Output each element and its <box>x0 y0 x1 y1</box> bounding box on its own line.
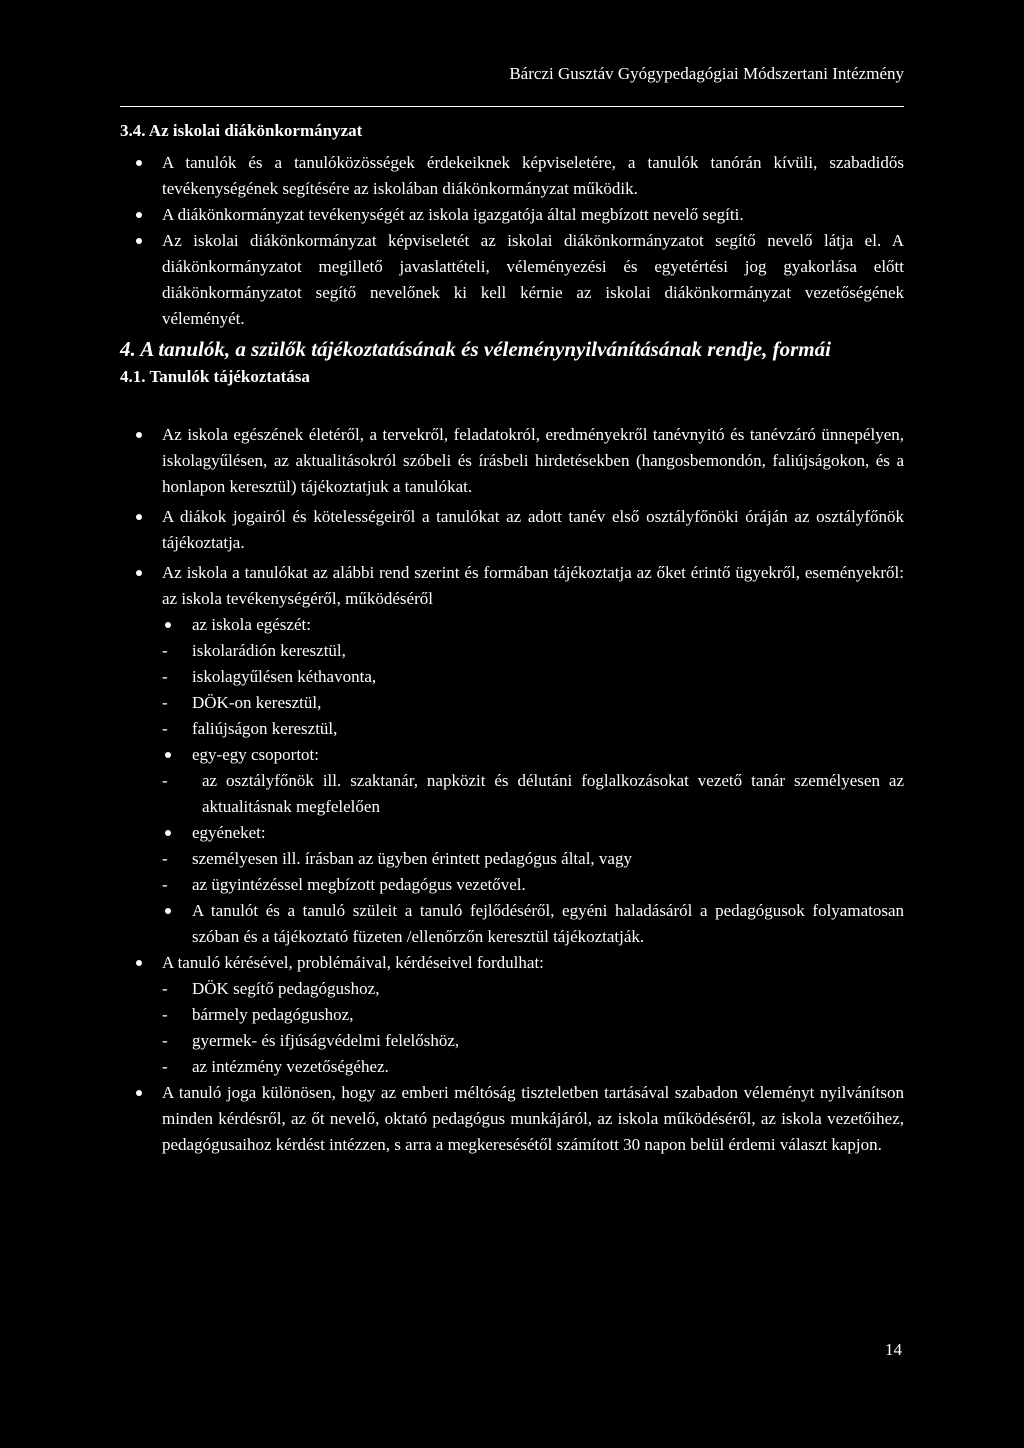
list-item: egy-egy csoportot: <box>120 742 904 768</box>
list-item: A tanulók és a tanulóközösségek érdekeiknek képviseletére, a tanulók tanórán kívüli, szabadidős tevékenységének segítésére az iskolában diákönkormányzat működik. <box>120 150 904 202</box>
section-4-heading: 4. A tanulók, a szülők tájékoztatásának és véleménynyilvánításának rendje, formái <box>120 337 831 361</box>
dash-item: - DÖK-on keresztül, <box>162 693 322 712</box>
section-3-4-list <box>120 150 904 332</box>
list-item: A tanulót és a tanuló szüleit a tanuló fejlődéséről, egyéni haladásáról a pedagógusok folyamatosan szóban és a tájékoztató füzeten /ellenőrzőn keresztül tájékoztatják. <box>120 898 904 950</box>
list-item <box>120 560 904 612</box>
list-item-text: Az iskola a tanulókat az alábbi rend szerint és formában tájékoztatja az őket érintő ügyekről, eseményekről: az iskola tevékenységéről, működéséről <box>162 563 904 608</box>
dash-item: - gyermek- és ifjúságvédelmi felelőshöz, <box>162 1031 460 1050</box>
list-item: Az iskola egészének életéről, a tervekről, feladatokról, eredményekről tanévnyitó és tanévzáró ünnepélyen, iskolagyűlésen, az aktualitásokról szóbeli és írásbeli hirdetésekben (hangosbemondón, faliújságokon, és a honlapon keresztül) tájékoztatjuk a tanulókat. <box>120 422 904 500</box>
header-title: Bárczi Gusztáv Gyógypedagógiai Módszertani Intézmény <box>509 64 904 83</box>
dash-item: - iskolagyűlésen kéthavonta, <box>162 667 377 686</box>
list-item: A tanuló joga különösen, hogy az emberi méltóság tiszteletben tartásával szabadon véleményt nyilvánítson minden kérdésről, az őt nevelő, oktató pedagógus munkájáról, az iskola működéséről, az iskola vezetőihez, pedagógusaihoz kérdést intézzen, s arra a megkeresésétől számított 30 napon belül érdemi választ kapjon. <box>120 1080 904 1158</box>
list-item: A diákönkormányzat tevékenységét az iskola igazgatója által megbízott nevelő segíti. <box>120 202 904 228</box>
dash-item: - iskolarádión keresztül, <box>162 641 346 660</box>
list-item: A diákok jogairól és kötelességeiről a tanulókat az adott tanév első osztályfőnöki óráján az osztályfőnök tájékoztatja. <box>120 504 904 556</box>
section-4-1-list-continued <box>120 950 904 1158</box>
dash-item: - az ügyintézéssel megbízott pedagógus vezetővel. <box>162 875 526 894</box>
channels-list <box>120 612 904 950</box>
section-4-1-list <box>120 422 904 612</box>
document-body <box>120 118 904 1158</box>
list-item: egyéneket: <box>120 820 904 846</box>
dash-item: - faliújságon keresztül, <box>162 719 338 738</box>
list-item: az iskola egészét: <box>120 612 904 638</box>
page-number: 14 <box>885 1340 902 1359</box>
header-divider <box>120 106 904 107</box>
section-3-4-heading: 3.4. Az iskolai diákönkormányzat <box>120 121 363 140</box>
list-item: Az iskolai diákönkormányzat képviseletét az iskolai diákönkormányzatot segítő nevelő látja el. A diákönkormányzatot megillető javaslattételi, véleményezési és egyetértési jog gyakorlása előtt diákönkormányzatot segítő nevelőnek ki kell kérnie az iskolai diákönkormányzat vezetőségének véleményét. <box>120 228 904 332</box>
dash-item: - bármely pedagógushoz, <box>162 1005 354 1024</box>
list-item: A tanuló kérésével, problémáival, kérdéseivel fordulhat: <box>120 950 904 976</box>
dash-item: - személyesen ill. írásban az ügyben érintett pedagógus által, vagy <box>162 849 632 868</box>
section-4-1-heading: 4.1. Tanulók tájékoztatása <box>120 367 310 386</box>
dash-item: - DÖK segítő pedagógushoz, <box>162 979 380 998</box>
dash-item: - az intézmény vezetőségéhez. <box>162 1057 389 1076</box>
dash-item: - az osztályfőnök ill. szaktanár, napközit és délutáni foglalkozásokat vezető tanár személyesen az aktualitásnak megfelelően <box>162 771 904 816</box>
